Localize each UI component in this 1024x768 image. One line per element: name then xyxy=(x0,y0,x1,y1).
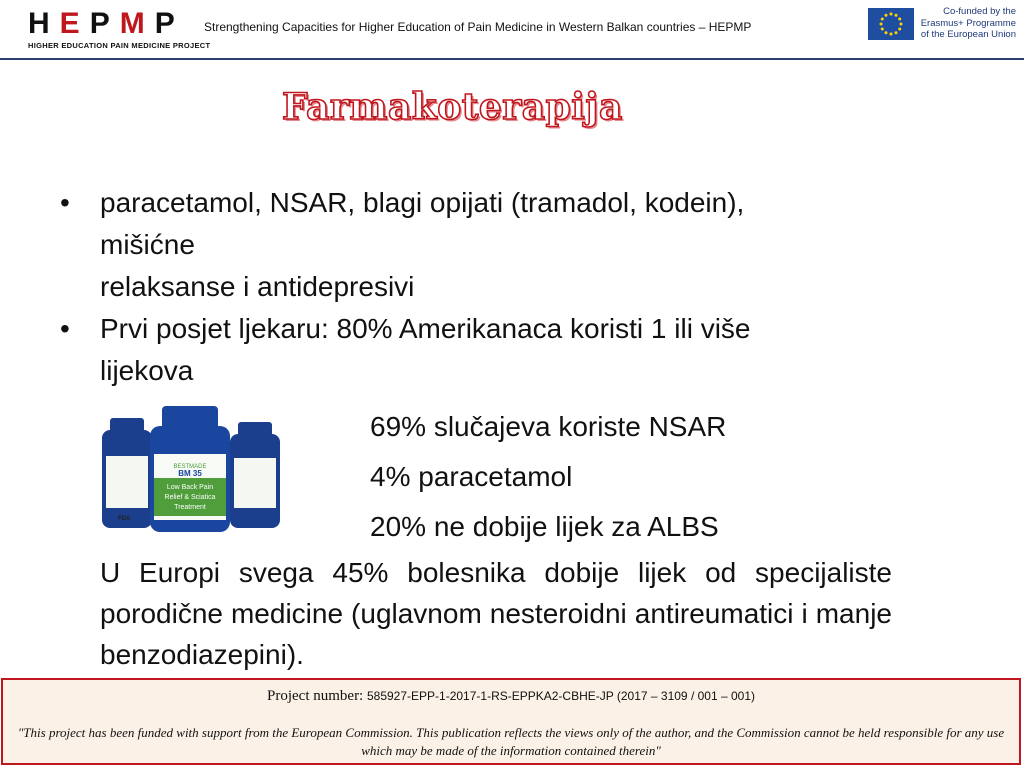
product-brand: BESTMADE xyxy=(173,464,207,470)
product-name: BM 35 xyxy=(178,469,202,478)
product-label-3: Treatment xyxy=(174,504,206,511)
slide-title: Farmakoterapija xyxy=(282,86,623,128)
header xyxy=(0,0,1024,60)
bullet-item-1: • paracetamol, NSAR, blagi opijati (tramadol, kodein), mišićne relaksanse i antidepresivi xyxy=(60,182,900,308)
project-number-line xyxy=(3,688,1019,705)
funding-disclaimer: "This project has been funded with support from the European Commission. This publication reflects the views only of the author, and the Commission cannot be held responsible for any use which may be made of the information contained therein" xyxy=(17,725,1005,758)
header-title: Strengthening Capacities for Higher Education of Pain Medicine in Western Balkan countries – HEPMP xyxy=(204,20,752,34)
eu-cofunded-logo xyxy=(868,6,1020,42)
project-number: 585927-EPP-1-2017-1-RS-EPPKA2-CBHE-JP (2017 – 3109 / 001 – 001) xyxy=(366,689,755,703)
europe-paragraph: U Europi svega 45% bolesnika dobije lijek od specijaliste porodične medicine (uglavnom nesteroidni antireumatici i manje benzodiazepini). xyxy=(100,557,892,670)
footer xyxy=(1,678,1021,765)
statistics-list xyxy=(370,402,726,552)
eu-text: Co-funded by the Erasmus+ Programme of the European Union xyxy=(920,6,1016,40)
stat-no-medication: 20% ne dobije lijek za ALBS xyxy=(370,511,719,542)
header-divider xyxy=(0,58,1024,60)
fda-badge: FDA xyxy=(118,516,131,522)
stat-nsar: 69% slučajeva koriste NSAR xyxy=(370,411,727,442)
eu-flag-icon xyxy=(868,8,914,40)
bullet-dot: • xyxy=(60,313,70,344)
medication-bottles-image xyxy=(98,404,284,532)
bullet-dot: • xyxy=(60,187,70,218)
logo-wordmark: HEPMP xyxy=(28,7,185,40)
project-label: Project number: xyxy=(267,688,364,704)
stat-paracetamol: 4% paracetamol xyxy=(370,461,573,492)
slide-content xyxy=(60,182,900,392)
bullet-item-2: • Prvi posjet ljekaru: 80% Amerikanaca koristi 1 ili više lijekova xyxy=(60,308,900,392)
product-label-1: Low Back Pain xyxy=(166,484,214,491)
hepmp-logo xyxy=(28,7,211,50)
logo-subtitle: HIGHER EDUCATION PAIN MEDICINE PROJECT xyxy=(28,41,211,50)
product-label-2: Relief & Sciatica xyxy=(164,494,216,501)
